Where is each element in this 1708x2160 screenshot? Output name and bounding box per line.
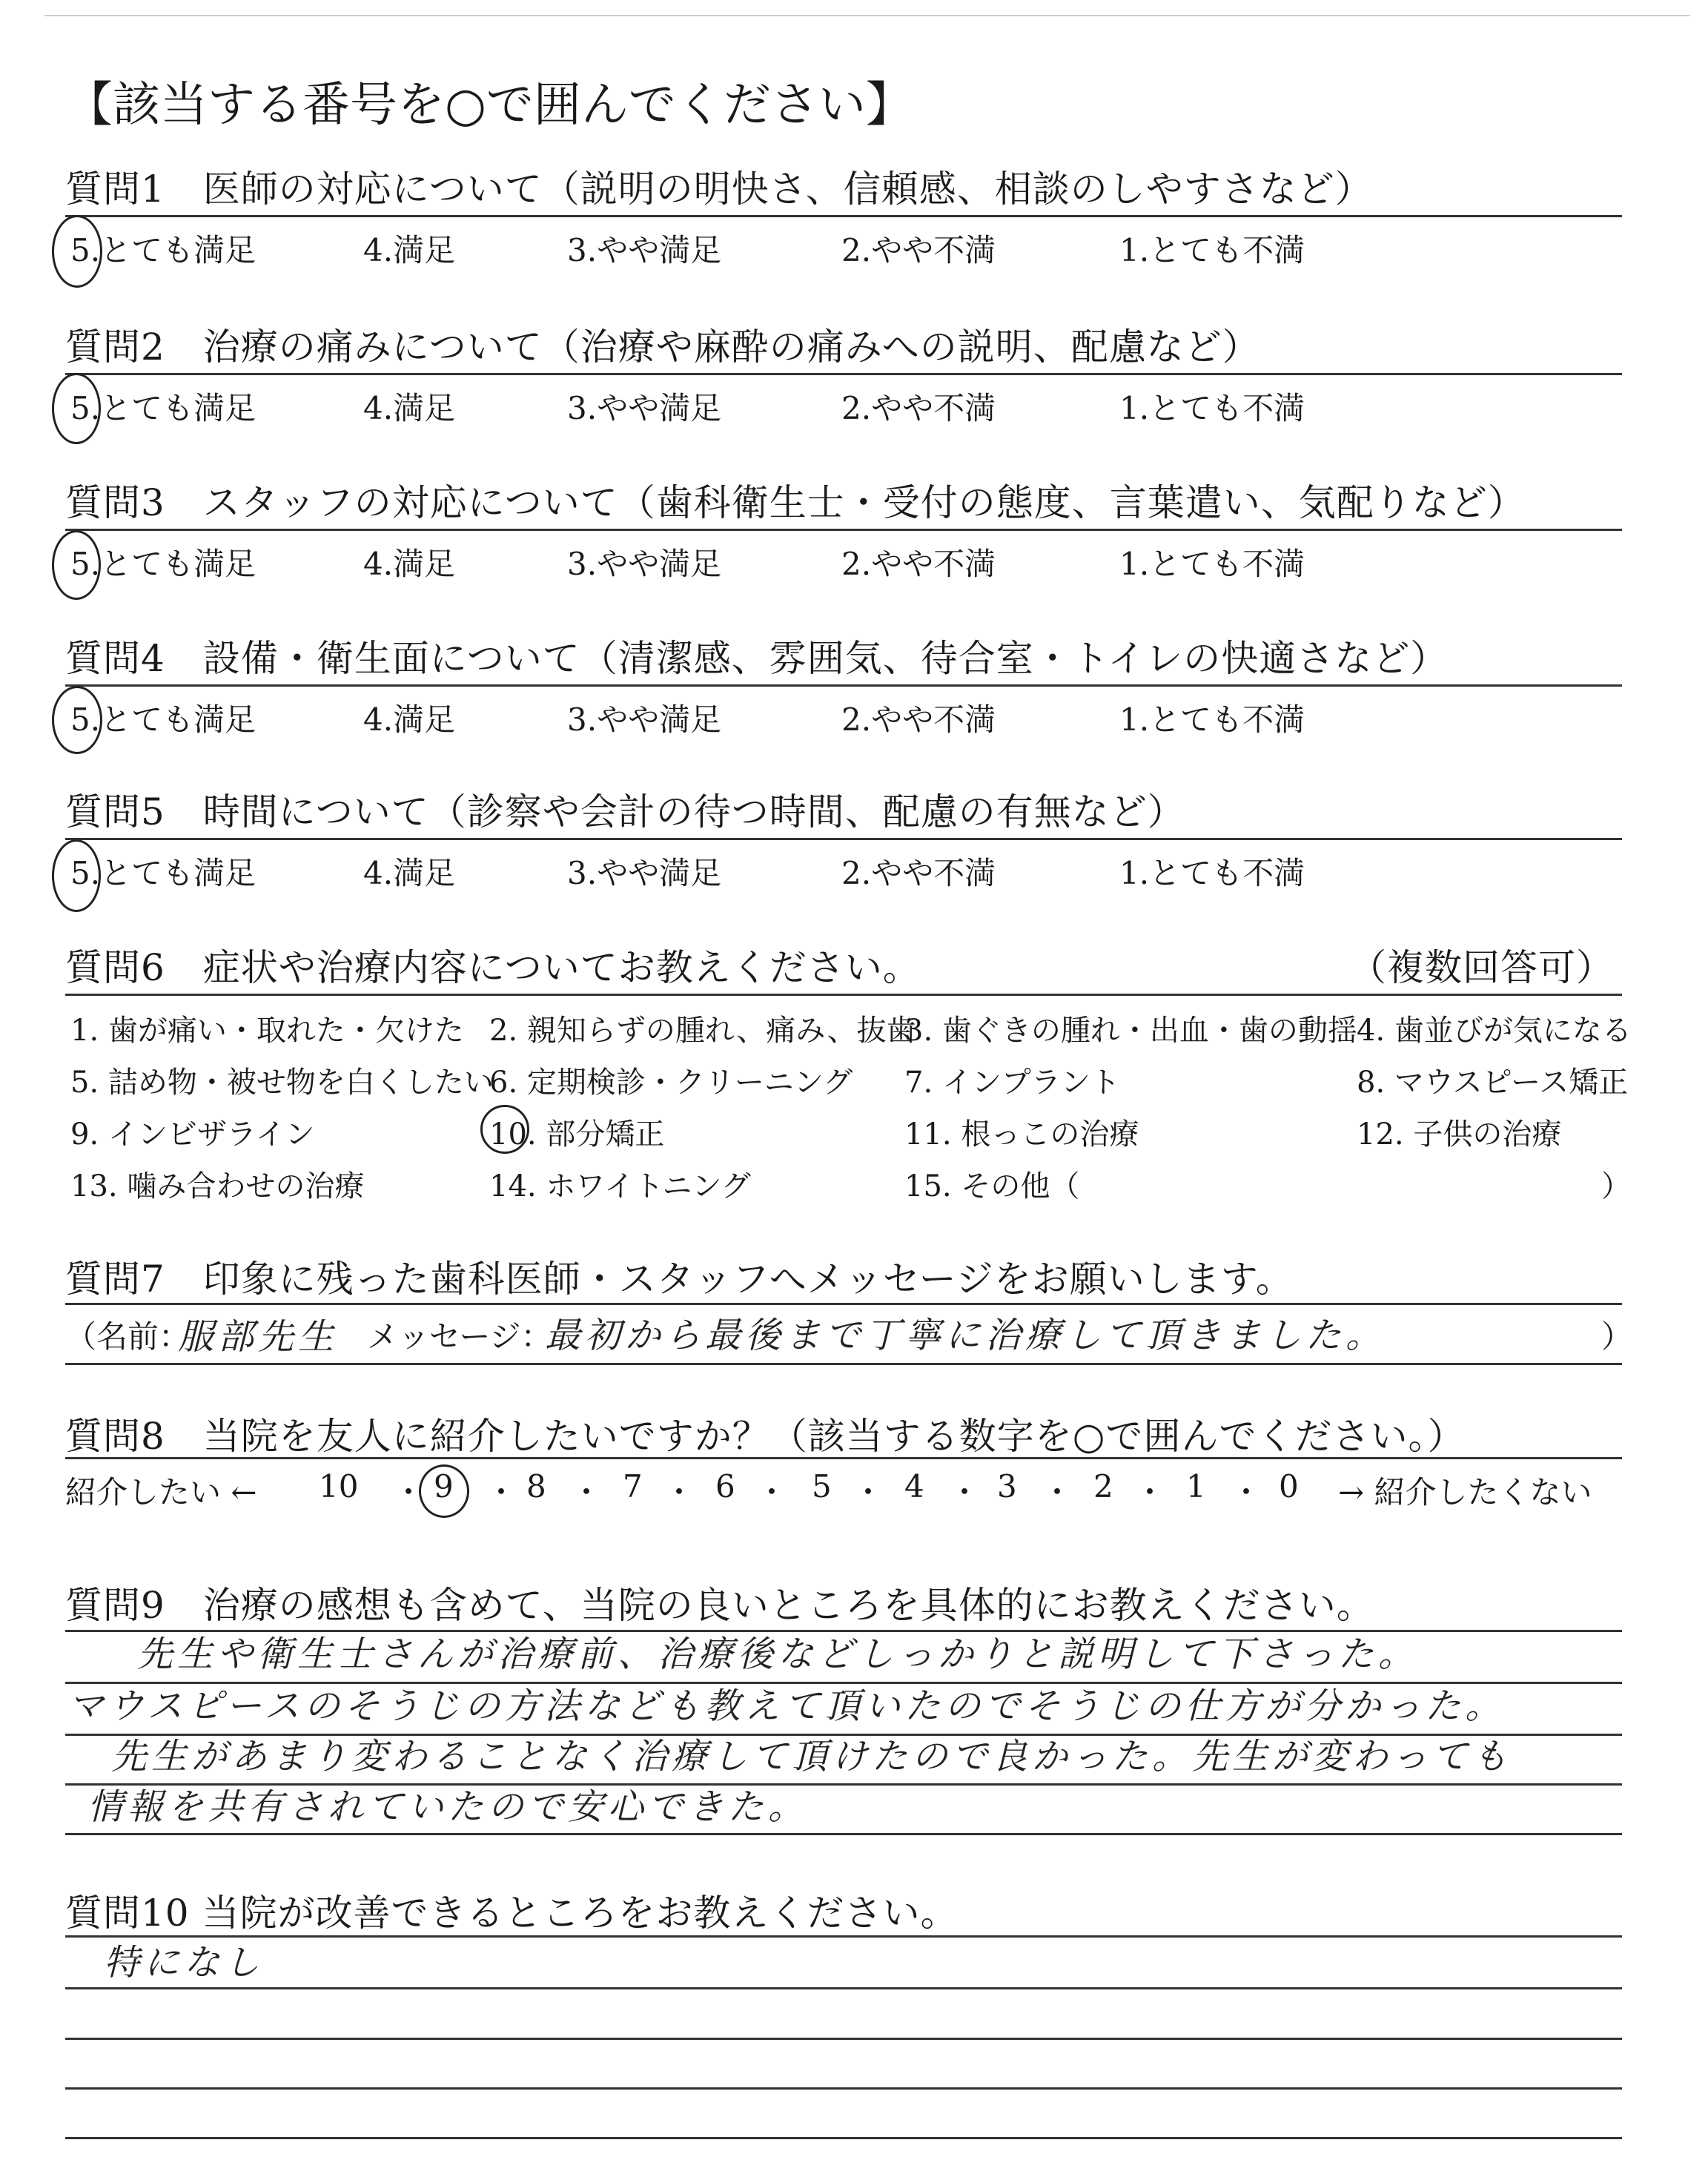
q4-option-1[interactable]: 1.とても不満 <box>1119 701 1305 738</box>
question-2: 質問2 治療の痛みについて（治療や麻酔の痛みへの説明、配慮など） <box>65 326 1260 369</box>
divider <box>65 1987 1622 1989</box>
divider <box>65 838 1622 840</box>
question-7: 質問7 印象に残った歯科医師・スタッフへメッセージをお願いします。 <box>65 1258 1294 1301</box>
q3-option-5[interactable]: 5.とても満足 <box>70 546 256 582</box>
q6-item-9[interactable]: 9. インビザライン <box>70 1117 315 1152</box>
q8-scale-dot: ・ <box>853 1474 884 1510</box>
q5-selection-circle <box>52 839 101 912</box>
q8-scale-6[interactable]: 6 <box>715 1468 735 1505</box>
q1-option-2[interactable]: 2.やや不満 <box>841 232 996 268</box>
q8-scale-10[interactable]: 10 <box>319 1468 359 1505</box>
question-9: 質問9 治療の感想も含めて、当院の良いところを具体的にお教えください。 <box>65 1584 1374 1627</box>
q6-item-5[interactable]: 5. 詰め物・被せ物を白くしたい <box>70 1066 494 1100</box>
question-10: 質問10 当院が改善できるところをお教えください。 <box>65 1892 959 1935</box>
q4-option-3[interactable]: 3.やや満足 <box>567 701 722 738</box>
q2-option-5[interactable]: 5.とても満足 <box>70 390 256 426</box>
q10-answer-line-1[interactable]: 特になし <box>104 1942 265 1984</box>
q8-scale-0[interactable]: 0 <box>1279 1468 1299 1505</box>
q1-selection-circle <box>52 215 102 288</box>
q2-option-2[interactable]: 2.やや不満 <box>841 390 996 426</box>
q8-scale-dot: ・ <box>949 1474 981 1510</box>
divider <box>65 1303 1622 1305</box>
q1-option-4[interactable]: 4.満足 <box>363 232 456 268</box>
q6-selection-circle <box>480 1105 529 1154</box>
q8-scale-dot: ・ <box>1042 1474 1073 1510</box>
q3-option-3[interactable]: 3.やや満足 <box>567 546 722 582</box>
q6-other-close-paren: ） <box>1601 1169 1631 1203</box>
q8-scale-1[interactable]: 1 <box>1186 1468 1206 1505</box>
q8-scale-7[interactable]: 7 <box>623 1468 643 1505</box>
question-4: 質問4 設備・衛生面について（清潔感、雰囲気、待合室・トイレの快適さなど） <box>65 637 1449 680</box>
q8-scale-dot: ・ <box>486 1474 517 1510</box>
q2-option-3[interactable]: 3.やや満足 <box>567 390 722 426</box>
q6-item-10[interactable]: 10. 部分矯正 <box>489 1117 665 1152</box>
q9-answer-line-1[interactable]: 先生や衛生士さんが治療前、治療後などしっかりと説明して下さった。 <box>137 1634 1419 1675</box>
q2-option-4[interactable]: 4.満足 <box>363 390 456 426</box>
q6-item-14[interactable]: 14. ホワイトニング <box>489 1169 751 1203</box>
q4-option-5[interactable]: 5.とても満足 <box>70 701 256 738</box>
q6-item-1[interactable]: 1. 歯が痛い・取れた・欠けた <box>70 1014 464 1048</box>
q2-option-1[interactable]: 1.とても不満 <box>1119 390 1305 426</box>
divider <box>65 215 1622 217</box>
q5-option-5[interactable]: 5.とても満足 <box>70 855 256 891</box>
q8-scale-dot: ・ <box>571 1474 603 1510</box>
q8-scale-dot: ・ <box>1231 1474 1262 1510</box>
q6-item-13[interactable]: 13. 噛み合わせの治療 <box>70 1169 365 1203</box>
q8-left-label: 紹介したい ← <box>65 1474 257 1510</box>
q2-selection-circle <box>52 373 101 444</box>
divider <box>65 2087 1622 2090</box>
q8-selection-circle <box>419 1464 469 1518</box>
divider <box>65 529 1622 531</box>
divider <box>65 994 1622 996</box>
q6-item-7[interactable]: 7. インプラント <box>904 1066 1120 1100</box>
divider <box>65 2137 1622 2139</box>
divider <box>65 1833 1622 1835</box>
page-title: 【該当する番号を○で囲んでください】 <box>65 78 913 133</box>
q8-scale-dot: ・ <box>393 1474 425 1510</box>
q7-name-value[interactable]: 服部先生 <box>178 1316 339 1358</box>
q6-item-8[interactable]: 8. マウスピース矯正 <box>1357 1066 1629 1100</box>
q6-item-12[interactable]: 12. 子供の治療 <box>1357 1117 1562 1152</box>
q4-option-2[interactable]: 2.やや不満 <box>841 701 996 738</box>
q3-selection-circle <box>52 530 101 600</box>
q6-item-4[interactable]: 4. 歯並びが気になる <box>1357 1014 1632 1048</box>
q6-item-11[interactable]: 11. 根っこの治療 <box>904 1117 1139 1152</box>
q6-item-2[interactable]: 2. 親知らずの腫れ、痛み、抜歯 <box>489 1014 916 1048</box>
q8-scale-8[interactable]: 8 <box>526 1468 546 1505</box>
q7-message-value[interactable]: 最初から最後まで丁寧に治療して頂きました。 <box>545 1315 1386 1356</box>
q1-option-5[interactable]: 5.とても満足 <box>70 232 256 268</box>
question-6: 質問6 症状や治療内容についてお教えください。 <box>65 946 921 989</box>
divider <box>65 373 1622 375</box>
q1-option-1[interactable]: 1.とても不満 <box>1119 232 1305 268</box>
q7-close-paren: ） <box>1601 1318 1633 1355</box>
q5-option-4[interactable]: 4.満足 <box>363 855 456 891</box>
divider <box>65 1363 1622 1365</box>
divider <box>65 1457 1622 1459</box>
q8-right-label: → 紹介したくない <box>1338 1474 1592 1510</box>
q1-option-3[interactable]: 3.やや満足 <box>567 232 722 268</box>
q3-option-2[interactable]: 2.やや不満 <box>841 546 996 582</box>
q6-item-15[interactable]: 15. その他（ <box>904 1169 1080 1203</box>
q5-option-2[interactable]: 2.やや不満 <box>841 855 996 891</box>
q5-option-1[interactable]: 1.とても不満 <box>1119 855 1305 891</box>
top-border <box>44 15 1690 16</box>
q8-scale-dot: ・ <box>1134 1474 1166 1510</box>
divider <box>65 684 1622 687</box>
q8-scale-4[interactable]: 4 <box>904 1468 924 1505</box>
question-8: 質問8 当院を友人に紹介したいですか？（該当する数字を○で囲んでください。） <box>65 1415 1466 1458</box>
q6-multiple-note: （複数回答可） <box>1349 946 1614 989</box>
q9-answer-line-3[interactable]: 先生があまり変わることなく治療して頂けたので良かった。先生が変わっても <box>111 1736 1512 1777</box>
question-3: 質問3 スタッフの対応について（歯科衛生士・受付の態度、言葉遣い、気配りなど） <box>65 481 1526 524</box>
divider <box>65 2038 1622 2040</box>
q8-scale-dot: ・ <box>663 1474 695 1510</box>
q8-scale-5[interactable]: 5 <box>812 1468 832 1505</box>
q6-item-3[interactable]: 3. 歯ぐきの腫れ・出血・歯の動揺 <box>904 1014 1357 1048</box>
q3-option-1[interactable]: 1.とても不満 <box>1119 546 1305 582</box>
q5-option-3[interactable]: 3.やや満足 <box>567 855 722 891</box>
q9-answer-line-4[interactable]: 情報を共有されていたので安心できた。 <box>87 1786 809 1828</box>
q4-selection-circle <box>52 686 102 754</box>
q6-item-6[interactable]: 6. 定期検診・クリーニング <box>489 1066 853 1100</box>
q8-scale-3[interactable]: 3 <box>997 1468 1017 1505</box>
q8-scale-dot: ・ <box>756 1474 788 1510</box>
q9-answer-line-2[interactable]: マウスピースのそうじの方法なども教えて頂いたのでそうじの仕方が分かった。 <box>68 1685 1506 1727</box>
q8-scale-2[interactable]: 2 <box>1093 1468 1113 1505</box>
question-1: 質問1 医師の対応について（説明の明快さ、信頼感、相談のしやすさなど） <box>65 168 1373 211</box>
q8-scale-9[interactable]: 9 <box>434 1468 454 1505</box>
q7-message-label: メッセージ： <box>367 1318 552 1355</box>
q4-option-4[interactable]: 4.満足 <box>363 701 456 738</box>
question-5: 質問5 時間について（診察や会計の待つ時間、配慮の有無など） <box>65 790 1185 833</box>
q3-option-4[interactable]: 4.満足 <box>363 546 456 582</box>
q7-name-label: （名前： <box>65 1318 191 1355</box>
divider <box>65 1935 1622 1938</box>
